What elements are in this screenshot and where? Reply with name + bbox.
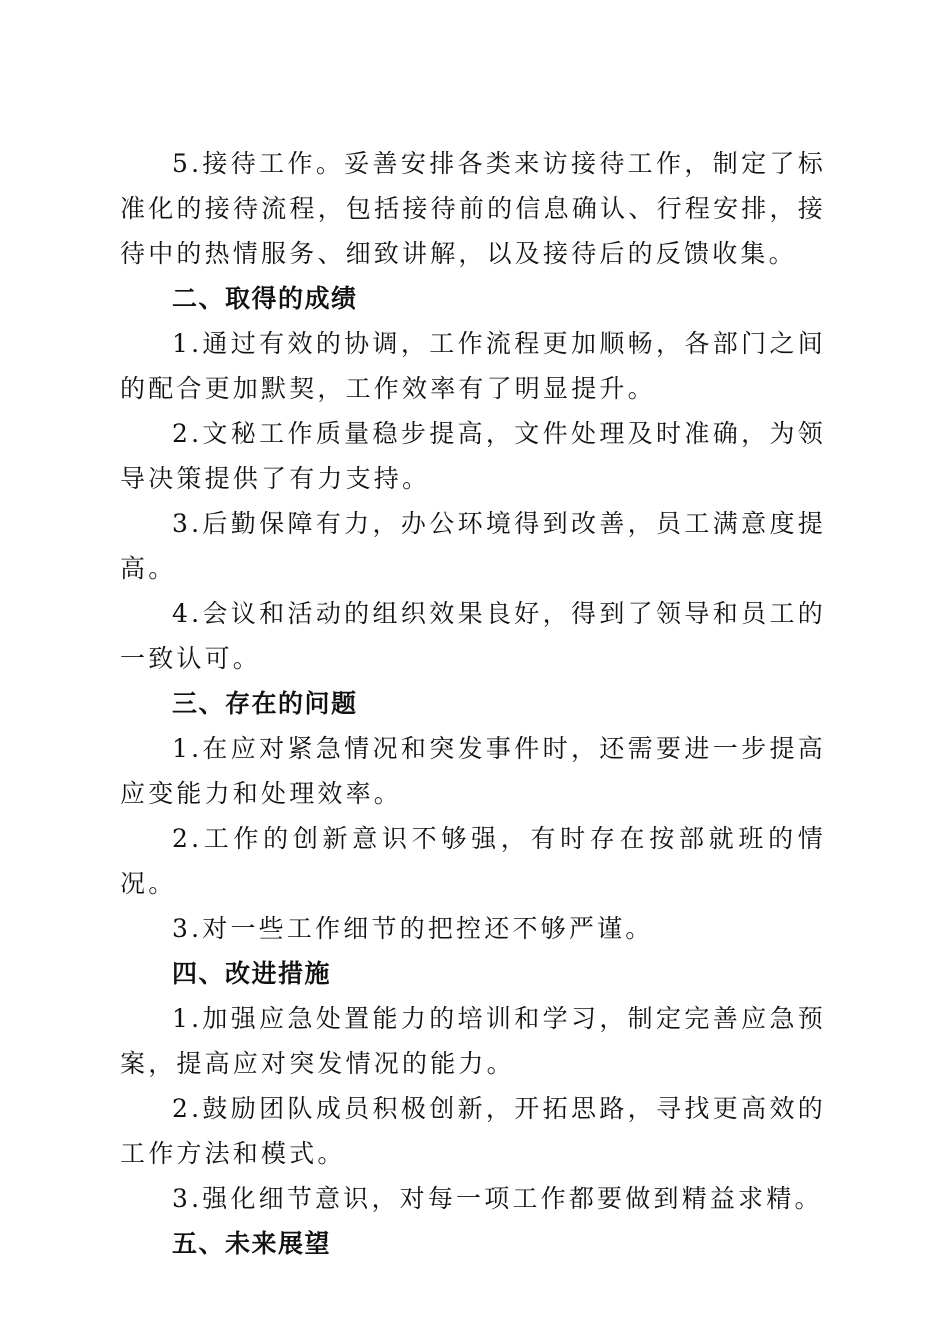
achievement-item-3: 3.后勤保障有力，办公环境得到改善，员工满意度提高。: [120, 509, 826, 583]
achievement-item-4: 4.会议和活动的组织效果良好，得到了领导和员工的一致认可。: [120, 599, 826, 673]
paragraph-reception-work: 5.接待工作。妥善安排各类来访接待工作，制定了标准化的接待流程，包括接待前的信息确认、行程安排，接待中的热情服务、细致讲解，以及接待后的反馈收集。: [120, 149, 826, 268]
problem-item-3: 3.对一些工作细节的把控还不够严谨。: [172, 914, 654, 943]
section-heading-outlook: 五、未来展望: [172, 1229, 332, 1258]
achievement-item-1: 1.通过有效的协调，工作流程更加顺畅，各部门之间的配合更加默契，工作效率有了明显提升。: [120, 329, 826, 403]
document-body: [120, 141, 826, 1266]
problem-item-1: 1.在应对紧急情况和突发事件时，还需要进一步提高应变能力和处理效率。: [120, 734, 826, 808]
improvement-item-1: 1.加强应急处置能力的培训和学习，制定完善应急预案，提高应对突发情况的能力。: [120, 1004, 826, 1078]
improvement-item-3: 3.强化细节意识，对每一项工作都要做到精益求精。: [172, 1184, 823, 1213]
section-heading-problems: 三、存在的问题: [172, 689, 358, 718]
section-heading-achievements: 二、取得的成绩: [172, 284, 358, 313]
problem-item-2: 2.工作的创新意识不够强，有时存在按部就班的情况。: [120, 824, 826, 898]
improvement-item-2: 2.鼓励团队成员积极创新，开拓思路，寻找更高效的工作方法和模式。: [120, 1094, 826, 1168]
section-heading-improvements: 四、改进措施: [172, 959, 332, 988]
achievement-item-2: 2.文秘工作质量稳步提高，文件处理及时准确，为领导决策提供了有力支持。: [120, 419, 826, 493]
